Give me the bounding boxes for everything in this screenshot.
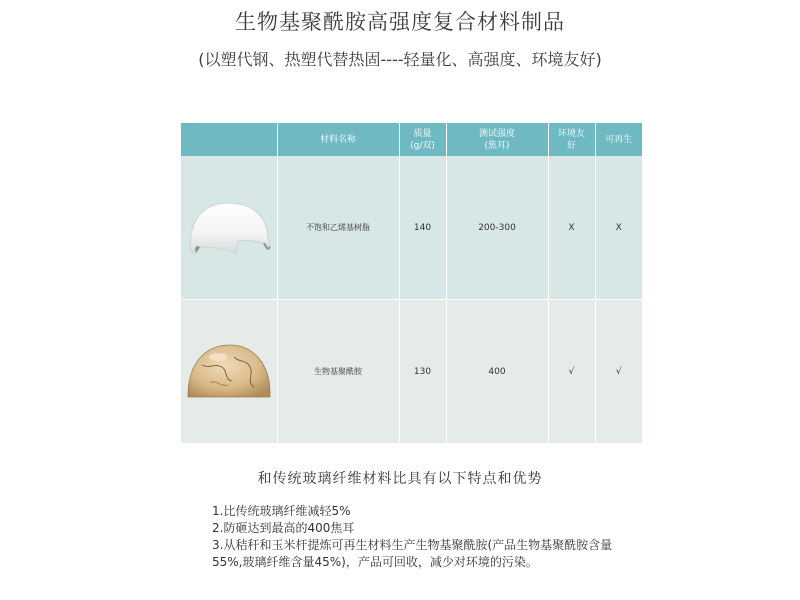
bio-polyamide-toe-cap-icon (184, 335, 274, 405)
column-header-weight (399, 123, 446, 156)
material-image-cell (181, 300, 277, 444)
column-header-eco (548, 123, 595, 156)
column-header-image (181, 123, 277, 156)
page-title: 生物基聚酰胺高强度复合材料制品 (235, 10, 565, 34)
column-header-weight-label: 质量 (g/双) (410, 128, 435, 151)
eco-value: X (548, 156, 595, 300)
advantage-item: 1.比传统玻璃纤维减轻5% (212, 504, 351, 518)
eco-value: √ (548, 300, 595, 444)
column-header-eco-label: 环境友 好 (557, 128, 585, 151)
comparison-table (181, 123, 642, 443)
column-header-material: 材料名称 (277, 123, 399, 156)
advantages-list (212, 503, 632, 571)
strength-value: 200-300 (446, 156, 548, 300)
column-header-strength-label: 测试强度 (焦耳) (478, 128, 515, 151)
table-row (181, 300, 642, 444)
renewable-value: X (595, 156, 642, 300)
weight-value: 140 (399, 156, 446, 300)
strength-value: 400 (446, 300, 548, 444)
weight-value: 130 (399, 300, 446, 444)
advantages-heading: 和传统玻璃纤维材料比具有以下特点和优势 (257, 471, 543, 487)
column-header-strength (446, 123, 548, 156)
advantage-item: 2.防砸达到最高的400焦耳 (212, 521, 355, 535)
material-image-cell (181, 156, 277, 300)
material-name: 不饱和乙烯基树脂 (277, 156, 399, 300)
column-header-renewable: 可再生 (595, 123, 642, 156)
table-row (181, 156, 642, 300)
renewable-value: √ (595, 300, 642, 444)
material-name: 生物基聚酰胺 (277, 300, 399, 444)
table-header-row (181, 123, 642, 156)
page-subtitle: (以塑代钢、热塑代替热固----轻量化、高强度、环境友好) (198, 50, 602, 69)
white-plastic-toe-cap-icon (184, 195, 274, 257)
advantage-item: 3.从秸秆和玉米杆提炼可再生材料生产生物基聚酰胺(产品生物基聚酰胺含量55%,玻璃纤维含量45%)，产品可回收，减少对环境的污染。 (212, 538, 613, 569)
